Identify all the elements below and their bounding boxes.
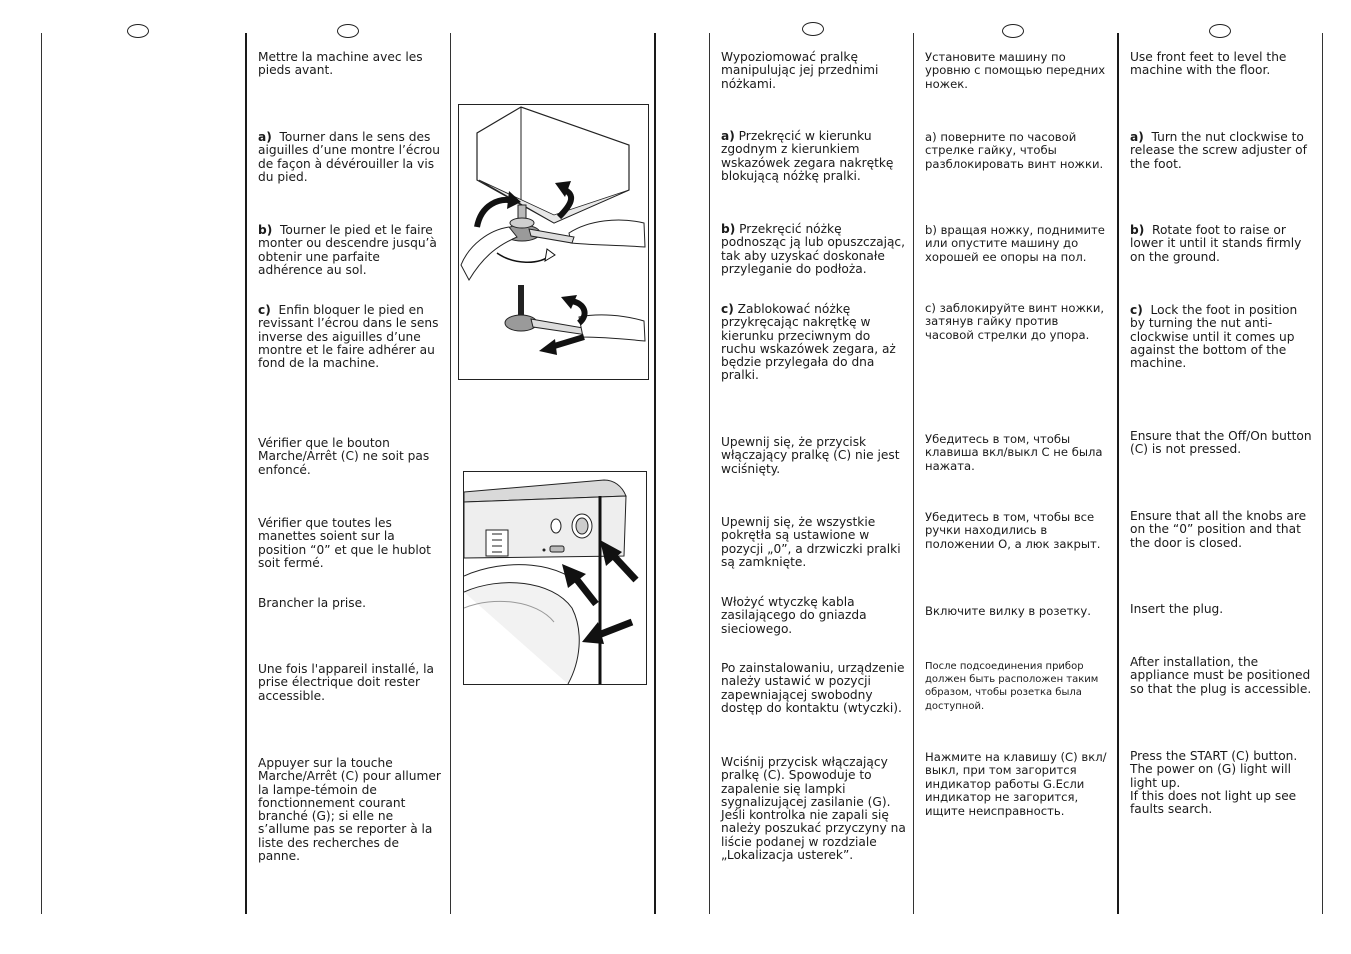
ru-check-knobs: Убедитесь в том, чтобы все ручки находились в положении О, а люк закрыт. (925, 510, 1101, 551)
en-step-b-label: b) (1130, 223, 1145, 237)
pl-step-b (721, 223, 906, 276)
control-panel-arrows-icon (464, 472, 646, 684)
en-plug: Insert the plug. (1130, 602, 1224, 616)
en-start: Press the START (C) button. The power on (G) light will light up. If this does not light up see faults search. (1130, 749, 1298, 817)
control-panel-figure (463, 471, 647, 685)
column-rule-7 (1117, 33, 1119, 914)
en-check-button: Ensure that the Off/On button (C) is not pressed. (1130, 429, 1312, 457)
language-circle-ru (1002, 24, 1024, 38)
en-step-c (1130, 304, 1315, 370)
fr-step-c-text: Enfin bloquer le pied en revissant l’écrou dans le sens inverse des aiguilles d’une montre et le faire adhérer au fond de la machine. (258, 303, 439, 371)
pl-step-c (721, 303, 906, 383)
pl-step-c-text: Zablokować nóżkę przykręcając nakrętkę w kierunku przeciwnym do ruchu wskazówek zegara, aż będzie przylegała do dna pralki. (721, 302, 896, 383)
pl-start: Wciśnij przycisk włączający pralkę (C). Spowoduje to zapalenie się lampki sygnalizującej zasilanie (G). Jeśli kontrolka nie zapali się należy poszukać przyczyny na liście podanej w rozdziale „Lokalizacja usterek”. (721, 755, 906, 863)
fr-check-knobs: Vérifier que toutes les manettes soient sur la position “0” et que le hublot soit fermé. (258, 516, 431, 570)
en-step-a (1130, 131, 1315, 171)
fr-step-a (258, 131, 443, 184)
fr-step-b (258, 224, 443, 277)
pl-step-b-text: Przekręcić nóżkę podnosząc ją lub opuszczając, tak aby uzyskać doskonałe przyleganie do podłoża. (721, 222, 906, 276)
ru-step-c (925, 302, 1110, 342)
ru-step-c-text: заблокируйте винт ножки, затянув гайку против часовой стрелки до упора. (925, 301, 1105, 342)
fr-step-a-text: Tourner dans le sens des aiguilles d’une montre l’écrou de façon à dévérouiller la vis du pied. (258, 130, 440, 184)
fr-intro: Mettre la machine avec les pieds avant. (258, 50, 423, 78)
language-circle-en (1209, 24, 1231, 38)
fr-step-b-label: b) (258, 223, 273, 237)
pl-intro: Wypoziomować pralkę manipulując jej przednimi nóżkami. (721, 50, 879, 91)
ru-step-b (925, 224, 1110, 264)
pl-step-a-text: Przekręcić w kierunku zgodnym z kierunkiem wskazówek zegara nakrętkę blokującą nóżkę pralki. (721, 129, 894, 183)
ru-step-a-text: поверните по часовой стрелке гайку, чтобы разблокировать винт ножки. (925, 130, 1104, 171)
ru-step-a-label: а) (925, 130, 937, 144)
ru-step-b-label: b) (925, 223, 937, 237)
leveling-feet-figure (458, 104, 649, 380)
en-step-c-text: Lock the foot in position by turning the nut anti-clockwise until it comes up against the bottom of the machine. (1130, 303, 1298, 371)
pl-step-b-label: b) (721, 222, 736, 236)
ru-check-button: Убедитесь в том, чтобы клавиша вкл/выкл С не была нажата. (925, 432, 1103, 473)
ru-start: Нажмите на клавишу (С) вкл/выкл, при том загорится индикатор работы G.Если индикатор не загорится, ищите неисправность. (925, 750, 1107, 818)
en-step-a-label: a) (1130, 130, 1144, 144)
pl-plug: Włożyć wtyczkę kabla zasilającego do gniazda sieciowego. (721, 595, 867, 636)
language-circle-pl (802, 22, 824, 36)
pl-step-a (721, 130, 906, 183)
column-rule-8 (1322, 33, 1323, 914)
column-rule-2 (245, 33, 247, 914)
fr-accessible: Une fois l'appareil installé, la prise électrique doit rester accessible. (258, 662, 434, 703)
fr-step-c (258, 304, 443, 370)
pl-step-a-label: a) (721, 129, 735, 143)
en-accessible: After installation, the appliance must be positioned so that the plug is accessible. (1130, 655, 1312, 696)
fr-start: Appuyer sur la touche Marche/Arrêt (C) pour allumer la lampe-témoin de fonctionnement courant branché (G); si elle ne s’allume pas se reporter à la liste des recherches de panne. (258, 756, 441, 864)
fr-check-button: Vérifier que le bouton Marche/Arrêt (C) ne soit pas enfoncé. (258, 436, 430, 477)
en-step-c-label: c) (1130, 303, 1143, 317)
ru-step-a (925, 131, 1110, 171)
pl-check-button: Upewnij się, że przycisk włączający pralkę (C) nie jest wciśnięty. (721, 435, 900, 476)
en-step-b-text: Rotate foot to raise or lower it until it stands firmly on the ground. (1130, 223, 1302, 264)
column-rule-6 (913, 33, 914, 914)
column-rule-1 (41, 33, 42, 914)
pl-check-knobs: Upewnij się, że wszystkie pokrętła są ustawione w pozycji „0”, a drzwiczki pralki są zamknięte. (721, 515, 901, 569)
ru-plug: Включите вилку в розетку. (925, 604, 1091, 618)
column-rule-3 (450, 33, 451, 914)
pl-step-c-label: c) (721, 302, 734, 316)
en-step-b (1130, 224, 1315, 264)
fr-step-b-text: Tourner le pied et le faire monter ou descendre jusqu’à obtenir une parfaite adhérence au sol. (258, 223, 437, 277)
column-rule-4 (654, 33, 656, 914)
language-circle-1 (127, 24, 149, 38)
en-intro: Use front feet to level the machine with the floor. (1130, 50, 1287, 78)
fr-step-c-label: c) (258, 303, 271, 317)
fr-step-a-label: a) (258, 130, 272, 144)
ru-step-b-text: вращая ножку, поднимите или опустите машину до хорошей ее опоры на пол. (925, 223, 1105, 264)
ru-accessible: После подсоединения прибор должен быть расположен таким образом, чтобы розетка была доступной. (925, 661, 1099, 712)
en-check-knobs: Ensure that all the knobs are on the “0” position and that the door is closed. (1130, 509, 1307, 550)
fr-plug: Brancher la prise. (258, 596, 366, 610)
language-circle-fr (337, 24, 359, 38)
leveling-feet-wrench-icon (459, 105, 648, 379)
en-step-a-text: Turn the nut clockwise to release the screw adjuster of the foot. (1130, 130, 1307, 171)
ru-step-c-label: c) (925, 301, 936, 315)
ru-intro: Установите машину по уровню с помощью передних ножек. (925, 50, 1106, 91)
column-rule-5 (709, 33, 710, 914)
pl-accessible: Po zainstalowaniu, urządzenie należy ustawić w pozycji zapewniającej swobodny dostęp do kontaktu (wtyczki). (721, 661, 905, 715)
